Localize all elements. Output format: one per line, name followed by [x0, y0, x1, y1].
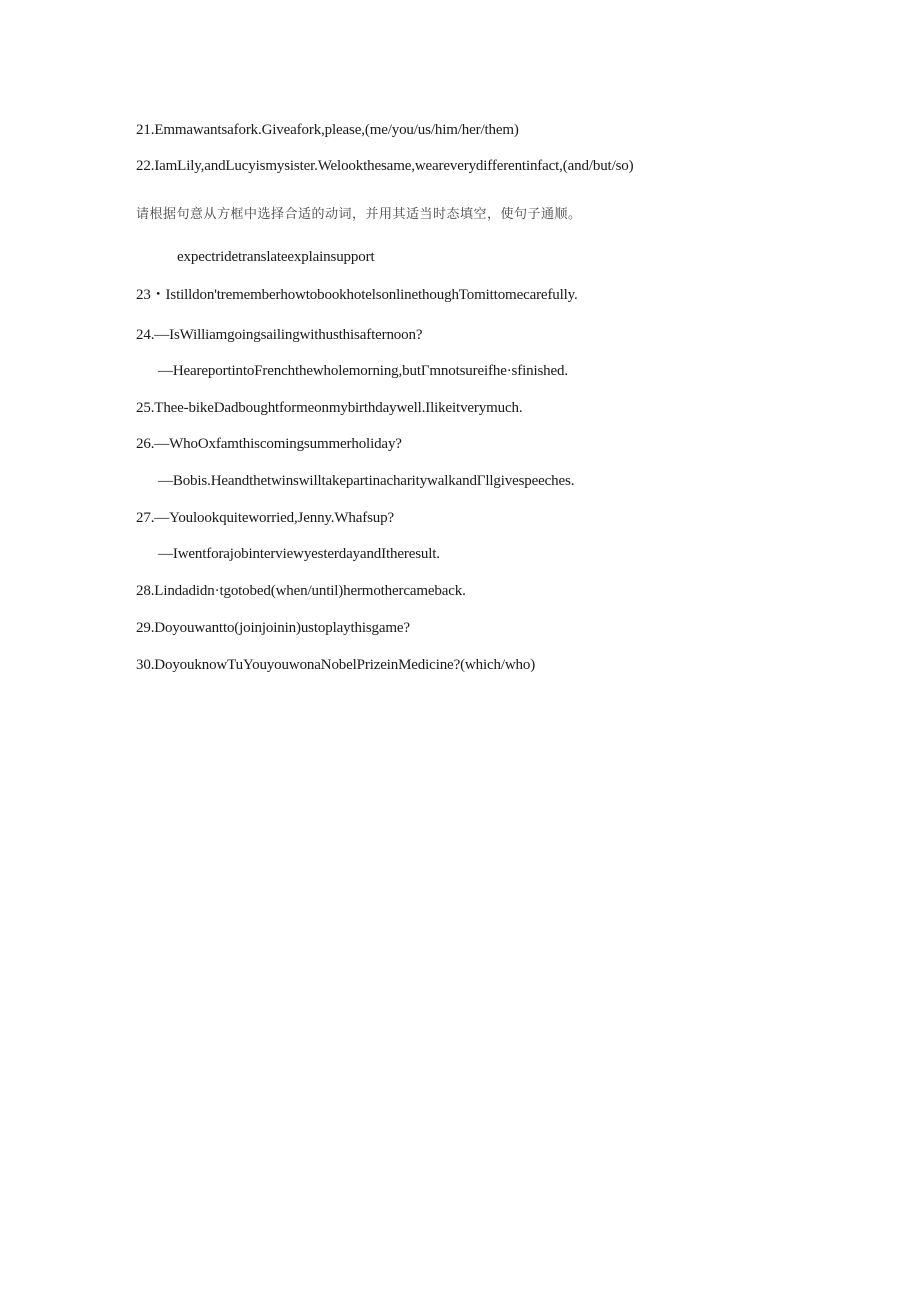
question-27: 27.—Youlookquiteworried,Jenny.Whafsup? [136, 510, 395, 526]
question-text: Emmawantsafork.Giveafork,please,(me/you/us/him/her/them) [154, 122, 519, 138]
question-27-answer: —IwentforajobinterviewyesterdayandIth​eresult. [158, 546, 440, 562]
question-26: 26.—WhoOxfamthiscomingsummerholiday? [136, 436, 402, 452]
question-24: 24.—IsWilliamgoingsailingwithusthisafternoon? [136, 327, 423, 343]
section-instruction: 请根据句意从方框中选择合适的动词，并用其适当时态填空，使句子通顺。 [136, 207, 582, 222]
question-24-answer: —HeareportintoFrenchthewholemorning,butΓmnotsureifhe·sfinished. [158, 363, 568, 379]
question-number: 21. [136, 122, 155, 138]
word-box: expectridetranslateexplainsupport [177, 249, 375, 265]
question-text: IamLily,andLucyismysister.Welookthesame,weareverydifferentinfact,(and/but/so) [154, 158, 634, 174]
question-22 [136, 156, 633, 176]
question-number: 22. [136, 158, 155, 174]
question-23: 23・Istilldon'trememberhowtobookhotelsonlinethoughTomittomecarefully. [136, 287, 578, 303]
question-25: 25.Thee-bikeDadboughtformeonmybirthdaywell.Ilikeitverymuch. [136, 400, 523, 416]
question-29: 29.Doyouwantto(joinjoinin)ustoplaythisgame? [136, 620, 410, 636]
question-21 [136, 120, 519, 140]
question-28: 28.Lindadidn·tgotobed(when/until)hermothercameback. [136, 583, 466, 599]
question-30: 30.DoyouknowTuYouyouwonaNobelPrizeinMedicine?(which/who) [136, 657, 536, 673]
question-26-answer: —Bobis.HeandthetwinswilltakepartinacharitywalkandΓllgivespeeches. [158, 473, 575, 489]
